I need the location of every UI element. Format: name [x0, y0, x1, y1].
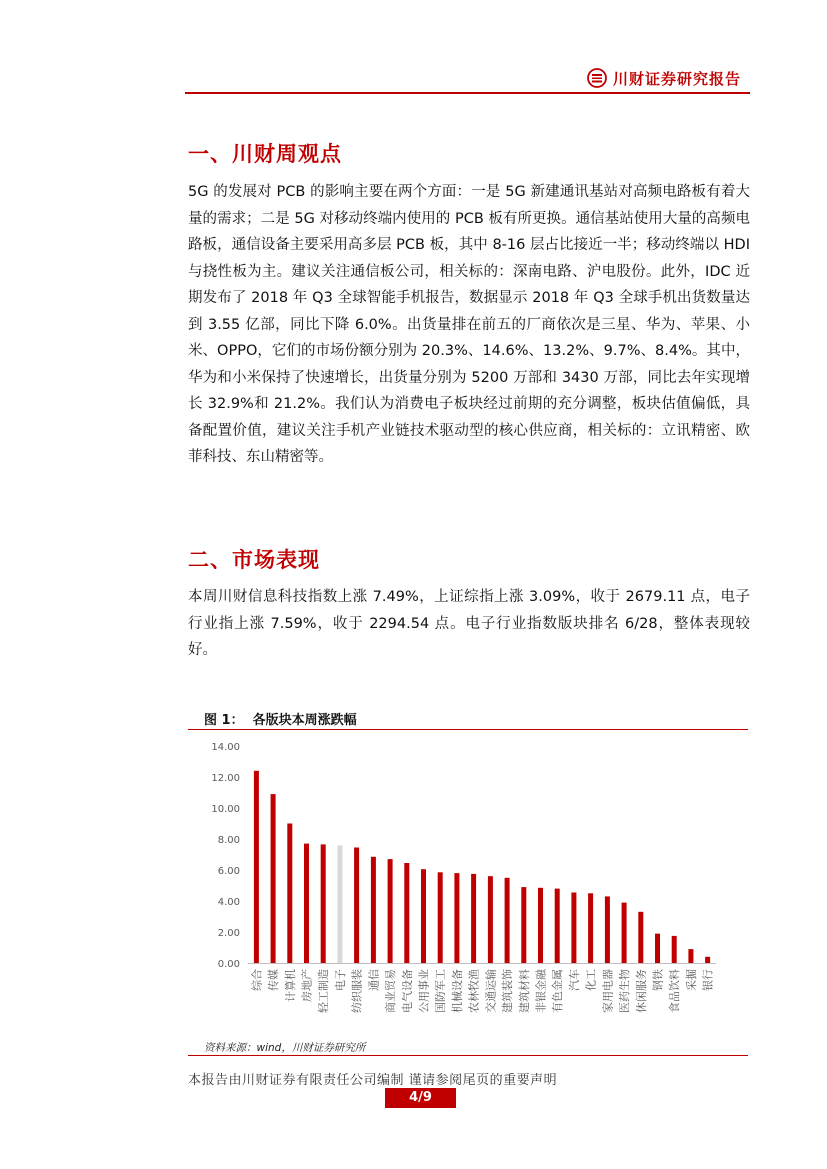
x-category-label: 建筑装饰 — [501, 969, 515, 1013]
x-category-label: 医药生物 — [618, 969, 632, 1013]
bar-商业贸易 — [388, 859, 393, 963]
section1-paragraph: 5G 的发展对 PCB 的影响主要在两个方面：一是 5G 新建通讯基站对高频电路板有着大量的需求；二是 5G 对移动终端内使用的 PCB 板有所更换。通信基站使用大量的高频电路板，通信设备主要采用高多层 PCB 板，其中 8-16 层占比接近一半；移动终端以 HDI 与挠性板为主。建议关注通信板公司，相关标的：深南电路、沪电股份。此外，IDC 近期发布了 2018 年 Q3 全球智能手机报告，数据显示 2018 年 Q3 全球手机出货数量达到 3.55 亿部，同比下降 6.0%。出货量排在前五的厂商依次是三星、华为、苹果、小米、OPPO，它们的市场份额分别为 20.3%、14.6%、13.2%、9.7%、8.4%。其中，华为和小米保持了快速增长，出货量分别为 5200 万部和 3430 万部，同比去年实现增长 32.9%和 21.2%。我们认为消费电子板块经过前期的充分调整，板块估值偏低，具备配置价值，建议关注手机产业链技术驱动型的核心供应商，相关标的：立讯精密、欧菲科技、东山精密等。 — [188, 184, 750, 465]
x-category-label: 通信 — [367, 969, 381, 991]
y-tick-label: 6.00 — [217, 866, 240, 877]
header-title: 川财证券研究报告 — [613, 70, 742, 88]
x-category-label: 房地产 — [300, 969, 314, 1002]
y-tick-label: 2.00 — [217, 928, 240, 939]
sector-change-bar-chart — [188, 733, 748, 1038]
y-tick-label: 8.00 — [217, 835, 240, 846]
x-category-label: 机械设备 — [450, 969, 464, 1013]
bar-家用电器 — [605, 896, 610, 963]
x-category-label: 纺织服装 — [350, 969, 364, 1013]
footer-disclaimer: 本报告由川财证券有限责任公司编制 谨请参阅尾页的重要声明 — [188, 1073, 558, 1088]
x-category-label: 非银金融 — [534, 969, 548, 1013]
bar-非银金融 — [538, 888, 543, 963]
x-category-label: 电子 — [333, 969, 347, 991]
figure-source: 资料来源：wind，川财证券研究所 — [204, 1042, 366, 1054]
x-category-label: 公用事业 — [417, 969, 431, 1013]
bar-电子 — [337, 845, 342, 963]
figure-title-divider — [188, 729, 748, 730]
bar-通信 — [371, 857, 376, 963]
y-tick-label: 10.00 — [211, 804, 240, 815]
x-category-label: 商业贸易 — [384, 969, 398, 1013]
bar-有色金属 — [555, 889, 560, 963]
bar-化工 — [588, 893, 593, 963]
x-category-label: 计算机 — [283, 969, 297, 1002]
bar-农林牧渔 — [471, 874, 476, 963]
bar-采掘 — [688, 949, 693, 963]
y-tick-label: 0.00 — [217, 959, 240, 970]
x-category-label: 综合 — [250, 969, 264, 991]
section2-paragraph: 本周川财信息科技指数上涨 7.49%，上证综指上涨 3.09%，收于 2679.11 点，电子行业指上涨 7.59%，收于 2294.54 点。电子行业指数版块排名 6/28，整体表现较好。 — [188, 589, 750, 658]
x-category-label: 建筑材料 — [517, 969, 531, 1013]
x-category-label: 汽车 — [567, 969, 581, 991]
figure-caption: 各版块本周涨跌幅 — [252, 713, 357, 728]
bar-传媒 — [271, 794, 276, 963]
bar-机械设备 — [454, 873, 459, 963]
bar-电气设备 — [404, 863, 409, 963]
bar-医药生物 — [622, 903, 627, 963]
figure-title — [204, 709, 357, 728]
bar-钢铁 — [655, 934, 660, 963]
x-category-label: 农林牧渔 — [467, 969, 481, 1013]
section2-heading: 二、市场表现 — [188, 548, 320, 572]
x-category-label: 银行 — [701, 969, 715, 991]
bar-食品饮料 — [672, 936, 677, 963]
bar-建筑装饰 — [505, 878, 510, 963]
figure-title-bar — [188, 707, 748, 729]
x-category-label: 家用电器 — [601, 969, 615, 1013]
x-axis-labels — [249, 968, 714, 1013]
bar-series — [254, 771, 710, 963]
x-category-label: 交通运输 — [484, 969, 498, 1013]
x-category-label: 钢铁 — [651, 969, 665, 991]
bar-综合 — [254, 771, 259, 963]
source-divider — [188, 1055, 748, 1056]
bar-轻工制造 — [321, 844, 326, 963]
y-tick-label: 4.00 — [217, 897, 240, 908]
bar-国防军工 — [438, 872, 443, 963]
page-header — [185, 66, 750, 94]
header-divider — [185, 92, 750, 94]
x-category-label: 采掘 — [684, 969, 698, 991]
page-number: 4/9 — [385, 1088, 456, 1108]
section1-heading: 一、川财周观点 — [188, 142, 342, 166]
y-tick-label: 12.00 — [211, 773, 240, 784]
bar-计算机 — [287, 824, 292, 964]
figure-label: 图 1： — [204, 713, 244, 728]
bar-休闲服务 — [638, 912, 643, 963]
company-logo-icon — [587, 68, 607, 88]
x-category-label: 食品饮料 — [668, 969, 682, 1013]
bar-建筑材料 — [521, 887, 526, 963]
y-axis — [211, 742, 240, 970]
x-category-label: 国防军工 — [434, 969, 448, 1013]
x-category-label: 轻工制造 — [317, 969, 331, 1013]
bar-交通运输 — [488, 876, 493, 963]
x-category-label: 电气设备 — [400, 969, 414, 1013]
bar-房地产 — [304, 844, 309, 963]
y-tick-label: 14.00 — [211, 742, 240, 753]
bar-汽车 — [571, 893, 576, 964]
x-category-label: 有色金属 — [551, 969, 565, 1013]
bar-公用事业 — [421, 869, 426, 963]
x-category-label: 休闲服务 — [634, 969, 648, 1013]
bar-纺织服装 — [354, 848, 359, 964]
x-category-label: 传媒 — [267, 969, 281, 991]
bar-银行 — [705, 957, 710, 963]
x-category-label: 化工 — [584, 969, 598, 991]
